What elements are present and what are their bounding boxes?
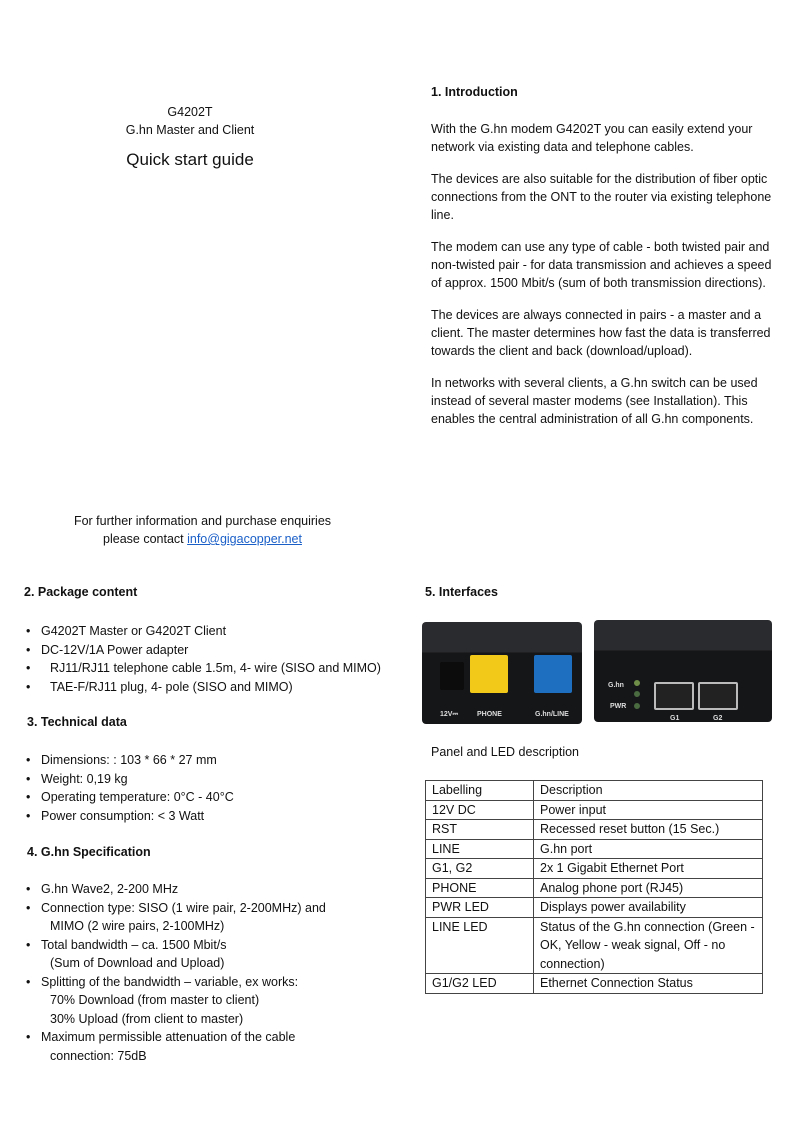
table-cell: Status of the G.hn connection (Green - OK, Yellow - weak signal, Off - no connection)	[534, 917, 763, 974]
list-item: • DC-12V/1A Power adapter	[26, 641, 381, 660]
device-label: G.hn	[608, 682, 624, 689]
device-label: PHONE	[477, 711, 502, 718]
ethernet-port-g1	[654, 682, 694, 710]
list-item: • Dimensions: : 103 * 66 * 27 mm	[26, 751, 234, 770]
list-item: • Splitting of the bandwidth – variable, ex works: 70% Download (from master to client) 30% Upload (from client to master)	[26, 973, 326, 1029]
device-label: G1	[670, 715, 680, 722]
paragraph: The modem can use any type of cable - both twisted pair and non-twisted pair - for data transmission and achieves a speed of approx. 1500 Mbit/s (sum of both transmission directions).	[431, 240, 772, 290]
list-item: • G4202T Master or G4202T Client	[26, 622, 381, 641]
table-cell: PHONE	[426, 878, 534, 898]
list-item: • Connection type: SISO (1 wire pair, 2-200MHz) and MIMO (2 wire pairs, 2-100MHz)	[26, 899, 326, 936]
table-row	[426, 839, 763, 859]
line-port	[534, 655, 572, 693]
list-item: • G.hn Wave2, 2-200 MHz	[26, 880, 326, 899]
table-cell: LINE LED	[426, 917, 534, 974]
table-cell: LINE	[426, 839, 534, 859]
list-item: • Weight: 0,19 kg	[26, 770, 234, 789]
table-cell: Ethernet Connection Status	[534, 974, 763, 994]
table-row	[426, 878, 763, 898]
paragraph: In networks with several clients, a G.hn switch can be used instead of several master modems (see Installation). This enables the central administration of all G.hn components.	[431, 376, 758, 426]
table-cell: Analog phone port (RJ45)	[534, 878, 763, 898]
list-item: • TAE-F/RJ11 plug, 4- pole (SISO and MIMO)	[26, 678, 381, 697]
table-cell: G.hn port	[534, 839, 763, 859]
table-cell: 2x 1 Gigabit Ethernet Port	[534, 859, 763, 879]
device-label: 12V⎓	[440, 711, 459, 718]
device-back-panel-image	[422, 622, 582, 724]
pwr-led	[634, 703, 640, 709]
interfaces-heading: 5. Interfaces	[425, 585, 498, 599]
table-cell: PWR LED	[426, 898, 534, 918]
table-cell: 12V DC	[426, 800, 534, 820]
table-cell: Power input	[534, 800, 763, 820]
table-row	[426, 974, 763, 994]
table-row	[426, 859, 763, 879]
table-header-row	[426, 781, 763, 801]
ghn-led	[634, 691, 640, 697]
list-item: • Power consumption: < 3 Watt	[26, 807, 234, 826]
device-label: PWR	[610, 703, 627, 710]
power-jack	[440, 662, 464, 690]
intro-heading: 1. Introduction	[431, 85, 518, 99]
device-label: G.hn/LINE	[535, 711, 569, 718]
contact-block	[40, 512, 365, 548]
table-header: Labelling	[426, 781, 534, 801]
panel-led-table	[425, 780, 763, 994]
contact-prefix: please contact	[103, 532, 188, 546]
table-row	[426, 800, 763, 820]
package-list	[26, 622, 381, 696]
device-label: G2	[713, 715, 723, 722]
table-header: Description	[534, 781, 763, 801]
contact-text: For further information and purchase enquiries	[73, 514, 332, 528]
list-item: • RJ11/RJ11 telephone cable 1.5m, 4- wire (SISO and MIMO)	[26, 659, 381, 678]
package-heading: 2. Package content	[24, 585, 138, 599]
paragraph: The devices are also suitable for the distribution of fiber optic connections from the ONT to the router via existing telephone line.	[431, 172, 772, 222]
paragraph: With the G.hn modem G4202T you can easily extend your network via existing data and telephone cables.	[431, 122, 753, 154]
table-row	[426, 820, 763, 840]
ethernet-port-g2	[698, 682, 738, 710]
table-cell: G1/G2 LED	[426, 974, 534, 994]
model-name: G4202T	[167, 105, 213, 119]
subtitle: G.hn Master and Client	[125, 123, 255, 137]
table-cell: RST	[426, 820, 534, 840]
technical-list	[26, 751, 234, 825]
table-cell: Displays power availability	[534, 898, 763, 918]
intro-body	[431, 120, 779, 428]
spec-heading: 4. G.hn Specification	[27, 845, 151, 859]
technical-heading: 3. Technical data	[27, 715, 127, 729]
ghn-led	[634, 680, 640, 686]
device-front-panel-image	[594, 620, 772, 722]
table-cell: Recessed reset button (15 Sec.)	[534, 820, 763, 840]
list-item: • Maximum permissible attenuation of the cable connection: 75dB	[26, 1028, 326, 1065]
table-row	[426, 898, 763, 918]
email-link[interactable]: info@gigacopper.net	[187, 532, 302, 546]
paragraph: The devices are always connected in pairs - a master and a client. The master determines how fast the data is transferred towards the client and back (download/upload).	[431, 308, 771, 358]
table-row	[426, 917, 763, 974]
guide-title: Quick start guide	[126, 150, 254, 169]
spec-list	[26, 880, 326, 1065]
title-block	[90, 103, 290, 169]
list-item: • Total bandwidth – ca. 1500 Mbit/s (Sum of Download and Upload)	[26, 936, 326, 973]
panel-caption: Panel and LED description	[431, 745, 580, 759]
list-item: • Operating temperature: 0°C - 40°C	[26, 788, 234, 807]
table-cell: G1, G2	[426, 859, 534, 879]
phone-port	[470, 655, 508, 693]
